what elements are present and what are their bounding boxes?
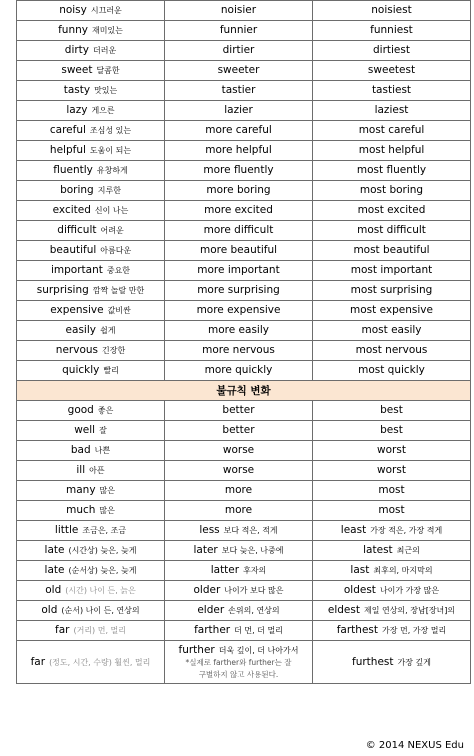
table-row xyxy=(17,561,471,581)
superlative-cell xyxy=(313,201,471,221)
copyright-footer: © 2014 NEXUS Edu xyxy=(365,740,464,751)
superlative-form: most fluently xyxy=(356,164,427,176)
comparative-cell xyxy=(165,341,313,361)
base-word: little xyxy=(54,524,79,536)
superlative-cell xyxy=(313,81,471,101)
comparative-form: more excited xyxy=(204,204,273,216)
superlative-meaning: 가장 먼, 가장 멀리 xyxy=(382,626,447,635)
korean-meaning: 재미있는 xyxy=(91,26,123,35)
comparative-form: more quickly xyxy=(204,364,273,376)
comparative-cell xyxy=(165,21,313,41)
korean-meaning: 많은 xyxy=(99,506,115,515)
base-word-cell xyxy=(17,301,165,321)
superlative-cell xyxy=(313,461,471,481)
superlative-cell xyxy=(313,301,471,321)
korean-meaning: 지루한 xyxy=(97,186,121,195)
superlative-form: most helpful xyxy=(358,144,425,156)
korean-meaning: 빨리 xyxy=(103,366,119,375)
comparative-meaning: 나이가 보다 많은 xyxy=(224,586,284,595)
korean-meaning: 많은 xyxy=(99,486,115,495)
base-word: important xyxy=(50,264,103,276)
usage-note-line-1: *실제로 farther와 further는 잘 xyxy=(185,657,292,667)
table-row xyxy=(17,521,471,541)
superlative-cell xyxy=(313,641,471,684)
korean-meaning: (거리) 먼, 멀리 xyxy=(73,626,126,635)
superlative-cell xyxy=(313,221,471,241)
comparative-cell xyxy=(165,261,313,281)
comparative-meaning: 손위의, 연상의 xyxy=(228,606,280,615)
korean-meaning: 시끄러운 xyxy=(90,6,122,15)
superlative-form: most easily xyxy=(361,324,422,336)
base-word-cell xyxy=(17,581,165,601)
base-word: dirty xyxy=(64,44,90,56)
korean-meaning: 조심성 있는 xyxy=(89,126,132,135)
korean-meaning: (시간상) 늦은, 늦게 xyxy=(68,546,137,555)
superlative-form: latest xyxy=(363,544,393,556)
table-row xyxy=(17,161,471,181)
base-word-cell xyxy=(17,241,165,261)
base-word-cell xyxy=(17,61,165,81)
comparative-cell xyxy=(165,481,313,501)
comparative-cell xyxy=(165,1,313,21)
superlative-form: least xyxy=(340,524,367,536)
superlative-cell xyxy=(313,321,471,341)
comparative-form: more difficult xyxy=(203,224,274,236)
superlative-form: worst xyxy=(377,464,406,476)
base-word: old xyxy=(45,584,62,596)
superlative-form: tastiest xyxy=(371,84,412,96)
comparative-form: more expensive xyxy=(196,304,281,316)
korean-meaning: 아름다운 xyxy=(100,246,132,255)
superlative-cell xyxy=(313,581,471,601)
comparative-form: more beautiful xyxy=(199,244,278,256)
comparison-table xyxy=(16,0,471,684)
korean-meaning: 값비싼 xyxy=(107,306,131,315)
korean-meaning: 쉽게 xyxy=(99,326,116,335)
korean-meaning: (시간) 나이 든, 늙은 xyxy=(65,586,136,595)
comparative-meaning: 후자의 xyxy=(243,566,267,575)
superlative-cell xyxy=(313,521,471,541)
base-word-cell xyxy=(17,321,165,341)
comparative-cell xyxy=(165,41,313,61)
table-row xyxy=(17,341,471,361)
base-word-cell xyxy=(17,181,165,201)
base-word: sweet xyxy=(61,64,93,76)
usage-note-line-2: 구별하지 않고 사용된다. xyxy=(198,669,279,679)
base-word: bad xyxy=(70,444,91,456)
base-word-cell xyxy=(17,481,165,501)
table-row xyxy=(17,641,471,684)
table-row xyxy=(17,361,471,381)
base-word-cell xyxy=(17,121,165,141)
superlative-form: furthest xyxy=(352,655,394,668)
superlative-form: dirtiest xyxy=(373,44,410,56)
superlative-form: funniest xyxy=(370,24,413,36)
comparative-form: later xyxy=(193,544,218,556)
table-row xyxy=(17,621,471,641)
base-word-cell xyxy=(17,561,165,581)
superlative-form: eldest xyxy=(327,604,360,616)
base-word-cell xyxy=(17,641,165,684)
superlative-form: most important xyxy=(350,264,433,276)
korean-meaning: 나쁜 xyxy=(94,446,111,455)
base-word: expensive xyxy=(50,304,104,316)
table-row xyxy=(17,601,471,621)
comparative-form: worse xyxy=(222,444,255,456)
korean-meaning: 도움이 되는 xyxy=(89,146,132,155)
korean-meaning: 좋은 xyxy=(97,406,114,415)
comparative-form: more xyxy=(224,484,253,496)
korean-meaning: 맛있는 xyxy=(94,86,118,95)
base-word: lazy xyxy=(66,104,88,116)
table-row xyxy=(17,401,471,421)
superlative-cell xyxy=(313,341,471,361)
superlative-cell xyxy=(313,101,471,121)
comparative-cell xyxy=(165,641,313,684)
superlative-cell xyxy=(313,481,471,501)
superlative-form: oldest xyxy=(343,584,376,596)
comparative-form: more nervous xyxy=(202,344,275,356)
comparative-cell xyxy=(165,401,313,421)
superlative-cell xyxy=(313,61,471,81)
table-body xyxy=(17,1,471,684)
comparative-cell xyxy=(165,121,313,141)
table-row xyxy=(17,101,471,121)
superlative-cell xyxy=(313,501,471,521)
section-title: 불규칙 변화 xyxy=(17,381,471,401)
korean-meaning: (순서상) 늦은, 늦게 xyxy=(68,566,137,575)
superlative-cell xyxy=(313,41,471,61)
section-header-row xyxy=(17,381,471,401)
base-word: easily xyxy=(65,324,96,336)
superlative-form: sweetest xyxy=(367,64,416,76)
table-row xyxy=(17,441,471,461)
superlative-form: best xyxy=(380,424,403,436)
comparative-form: sweeter xyxy=(217,64,260,76)
base-word: excited xyxy=(52,204,91,216)
comparative-cell xyxy=(165,561,313,581)
base-word-cell xyxy=(17,341,165,361)
superlative-cell xyxy=(313,281,471,301)
comparative-cell xyxy=(165,241,313,261)
comparative-meaning: 더 먼, 더 멀리 xyxy=(234,626,283,635)
comparative-cell xyxy=(165,101,313,121)
korean-meaning: 어려운 xyxy=(100,226,124,235)
base-word: difficult xyxy=(57,224,97,236)
comparative-form: less xyxy=(199,524,220,536)
base-word-cell xyxy=(17,621,165,641)
korean-meaning: 게으른 xyxy=(91,106,115,115)
base-word-cell xyxy=(17,281,165,301)
superlative-meaning: 최근의 xyxy=(396,546,420,555)
comparative-cell xyxy=(165,61,313,81)
comparative-cell xyxy=(165,441,313,461)
base-word: much xyxy=(66,504,96,516)
base-word: good xyxy=(67,404,94,416)
base-word: funny xyxy=(58,24,88,36)
table-row xyxy=(17,201,471,221)
superlative-form: most careful xyxy=(358,124,425,136)
korean-meaning: 조금은, 조금 xyxy=(82,526,127,535)
korean-meaning: (순서) 나이 든, 연상의 xyxy=(61,606,140,615)
comparative-form: older xyxy=(193,584,221,596)
base-word: well xyxy=(74,424,96,436)
comparative-form: more careful xyxy=(205,124,272,136)
table-row xyxy=(17,41,471,61)
korean-meaning: 더러운 xyxy=(93,46,117,55)
table-row xyxy=(17,141,471,161)
base-word: boring xyxy=(60,184,94,196)
superlative-form: last xyxy=(350,564,370,576)
table-row xyxy=(17,301,471,321)
table-row xyxy=(17,581,471,601)
comparative-cell xyxy=(165,621,313,641)
comparative-form: tastier xyxy=(221,84,256,96)
comparative-form: elder xyxy=(197,604,225,616)
superlative-cell xyxy=(313,601,471,621)
base-word: tasty xyxy=(63,84,91,96)
superlative-form: most xyxy=(378,504,405,516)
base-word-cell xyxy=(17,141,165,161)
superlative-form: most excited xyxy=(357,204,426,216)
comparative-cell xyxy=(165,581,313,601)
korean-meaning: 신이 나는 xyxy=(94,206,129,215)
superlative-cell xyxy=(313,181,471,201)
base-word: late xyxy=(44,544,65,556)
base-word: fluently xyxy=(53,164,93,176)
comparative-form: more easily xyxy=(208,324,269,336)
table-row xyxy=(17,241,471,261)
base-word-cell xyxy=(17,201,165,221)
base-word-cell xyxy=(17,401,165,421)
comparative-form: more boring xyxy=(206,184,271,196)
korean-meaning: (정도, 시간, 수량) 훨씬, 멀리 xyxy=(49,657,151,667)
comparative-form: worse xyxy=(222,464,255,476)
table-row xyxy=(17,81,471,101)
comparative-meaning: 더욱 깊이, 더 나아가서 xyxy=(218,645,299,655)
comparative-form: more xyxy=(224,504,253,516)
superlative-cell xyxy=(313,421,471,441)
comparative-cell xyxy=(165,161,313,181)
base-word-cell xyxy=(17,41,165,61)
table-row xyxy=(17,421,471,441)
superlative-form: worst xyxy=(377,444,406,456)
superlative-cell xyxy=(313,1,471,21)
superlative-cell xyxy=(313,621,471,641)
superlative-meaning: 가장 깊게 xyxy=(397,657,431,667)
comparative-cell xyxy=(165,81,313,101)
base-word: helpful xyxy=(49,144,86,156)
table-row xyxy=(17,121,471,141)
table-row xyxy=(17,181,471,201)
comparative-form: more fluently xyxy=(203,164,274,176)
superlative-cell xyxy=(313,141,471,161)
comparative-form: funnier xyxy=(219,24,258,36)
comparative-form: latter xyxy=(210,564,240,576)
base-word: quickly xyxy=(62,364,100,376)
korean-meaning: 유창하게 xyxy=(96,166,128,175)
superlative-form: most difficult xyxy=(357,224,426,236)
base-word: nervous xyxy=(55,344,98,356)
base-word-cell xyxy=(17,81,165,101)
superlative-form: most xyxy=(378,484,405,496)
base-word: ill xyxy=(76,464,86,476)
comparative-cell xyxy=(165,321,313,341)
korean-meaning: 긴장한 xyxy=(102,346,126,355)
comparative-cell xyxy=(165,301,313,321)
table-row xyxy=(17,501,471,521)
superlative-form: most surprising xyxy=(350,284,433,296)
comparative-cell xyxy=(165,181,313,201)
comparative-cell xyxy=(165,281,313,301)
table-row xyxy=(17,281,471,301)
comparative-cell xyxy=(165,201,313,221)
superlative-form: most nervous xyxy=(355,344,428,356)
superlative-form: noisiest xyxy=(371,4,412,16)
table-row xyxy=(17,1,471,21)
table-row xyxy=(17,321,471,341)
korean-meaning: 잘 xyxy=(99,426,107,435)
comparative-form: better xyxy=(222,404,255,416)
comparative-form: dirtier xyxy=(222,44,255,56)
superlative-form: most boring xyxy=(359,184,424,196)
superlative-form: laziest xyxy=(374,104,409,116)
table-row xyxy=(17,221,471,241)
comparison-table-sheet xyxy=(16,0,470,684)
base-word: beautiful xyxy=(49,244,97,256)
comparative-cell xyxy=(165,421,313,441)
table-row xyxy=(17,61,471,81)
superlative-cell xyxy=(313,261,471,281)
korean-meaning: 깜짝 놀랄 만한 xyxy=(92,286,145,295)
base-word: old xyxy=(41,604,58,616)
base-word: many xyxy=(66,484,96,496)
base-word-cell xyxy=(17,361,165,381)
comparative-cell xyxy=(165,601,313,621)
base-word: far xyxy=(55,624,70,636)
comparative-cell xyxy=(165,501,313,521)
comparative-cell xyxy=(165,221,313,241)
comparative-form: more surprising xyxy=(197,284,280,296)
base-word-cell xyxy=(17,601,165,621)
comparative-form: more important xyxy=(197,264,280,276)
base-word-cell xyxy=(17,261,165,281)
comparative-form: more helpful xyxy=(205,144,272,156)
base-word: far xyxy=(30,655,46,668)
base-word-cell xyxy=(17,21,165,41)
korean-meaning: 달콤한 xyxy=(96,66,120,75)
superlative-cell xyxy=(313,361,471,381)
base-word-cell xyxy=(17,421,165,441)
superlative-meaning: 나이가 가장 많은 xyxy=(379,586,440,595)
comparative-cell xyxy=(165,361,313,381)
superlative-form: farthest xyxy=(336,624,378,636)
korean-meaning: 중요한 xyxy=(106,266,131,275)
base-word-cell xyxy=(17,461,165,481)
comparative-form: lazier xyxy=(224,104,253,116)
comparative-form: farther xyxy=(194,624,231,636)
superlative-cell xyxy=(313,561,471,581)
superlative-form: best xyxy=(380,404,403,416)
superlative-form: most quickly xyxy=(358,364,425,376)
base-word: surprising xyxy=(36,284,89,296)
comparative-cell xyxy=(165,461,313,481)
comparative-meaning: 보다 적은, 적게 xyxy=(223,526,278,535)
superlative-meaning: 제일 연상의, 장남[장녀]의 xyxy=(363,606,456,615)
superlative-form: most beautiful xyxy=(353,244,430,256)
superlative-cell xyxy=(313,541,471,561)
superlative-meaning: 최후의, 마지막의 xyxy=(373,566,433,575)
table-row xyxy=(17,481,471,501)
base-word-cell xyxy=(17,521,165,541)
base-word-cell xyxy=(17,161,165,181)
superlative-cell xyxy=(313,401,471,421)
table-row xyxy=(17,21,471,41)
superlative-cell xyxy=(313,21,471,41)
base-word: late xyxy=(44,564,65,576)
base-word-cell xyxy=(17,441,165,461)
superlative-cell xyxy=(313,441,471,461)
comparative-cell xyxy=(165,141,313,161)
table-row xyxy=(17,541,471,561)
comparative-meaning: 보다 늦은, 나중에 xyxy=(221,546,284,555)
base-word-cell xyxy=(17,501,165,521)
base-word-cell xyxy=(17,101,165,121)
comparative-form: better xyxy=(222,424,255,436)
base-word: careful xyxy=(49,124,86,136)
comparative-form: noisier xyxy=(220,4,257,16)
base-word: noisy xyxy=(59,4,87,16)
comparative-form: further xyxy=(178,643,215,656)
comparative-cell xyxy=(165,541,313,561)
superlative-meaning: 가장 적은, 가장 적게 xyxy=(370,526,443,535)
base-word-cell xyxy=(17,221,165,241)
table-row xyxy=(17,261,471,281)
superlative-form: most expensive xyxy=(350,304,433,316)
base-word-cell xyxy=(17,1,165,21)
korean-meaning: 아픈 xyxy=(89,466,105,475)
table-row xyxy=(17,461,471,481)
superlative-cell xyxy=(313,241,471,261)
comparative-cell xyxy=(165,521,313,541)
superlative-cell xyxy=(313,161,471,181)
base-word-cell xyxy=(17,541,165,561)
superlative-cell xyxy=(313,121,471,141)
